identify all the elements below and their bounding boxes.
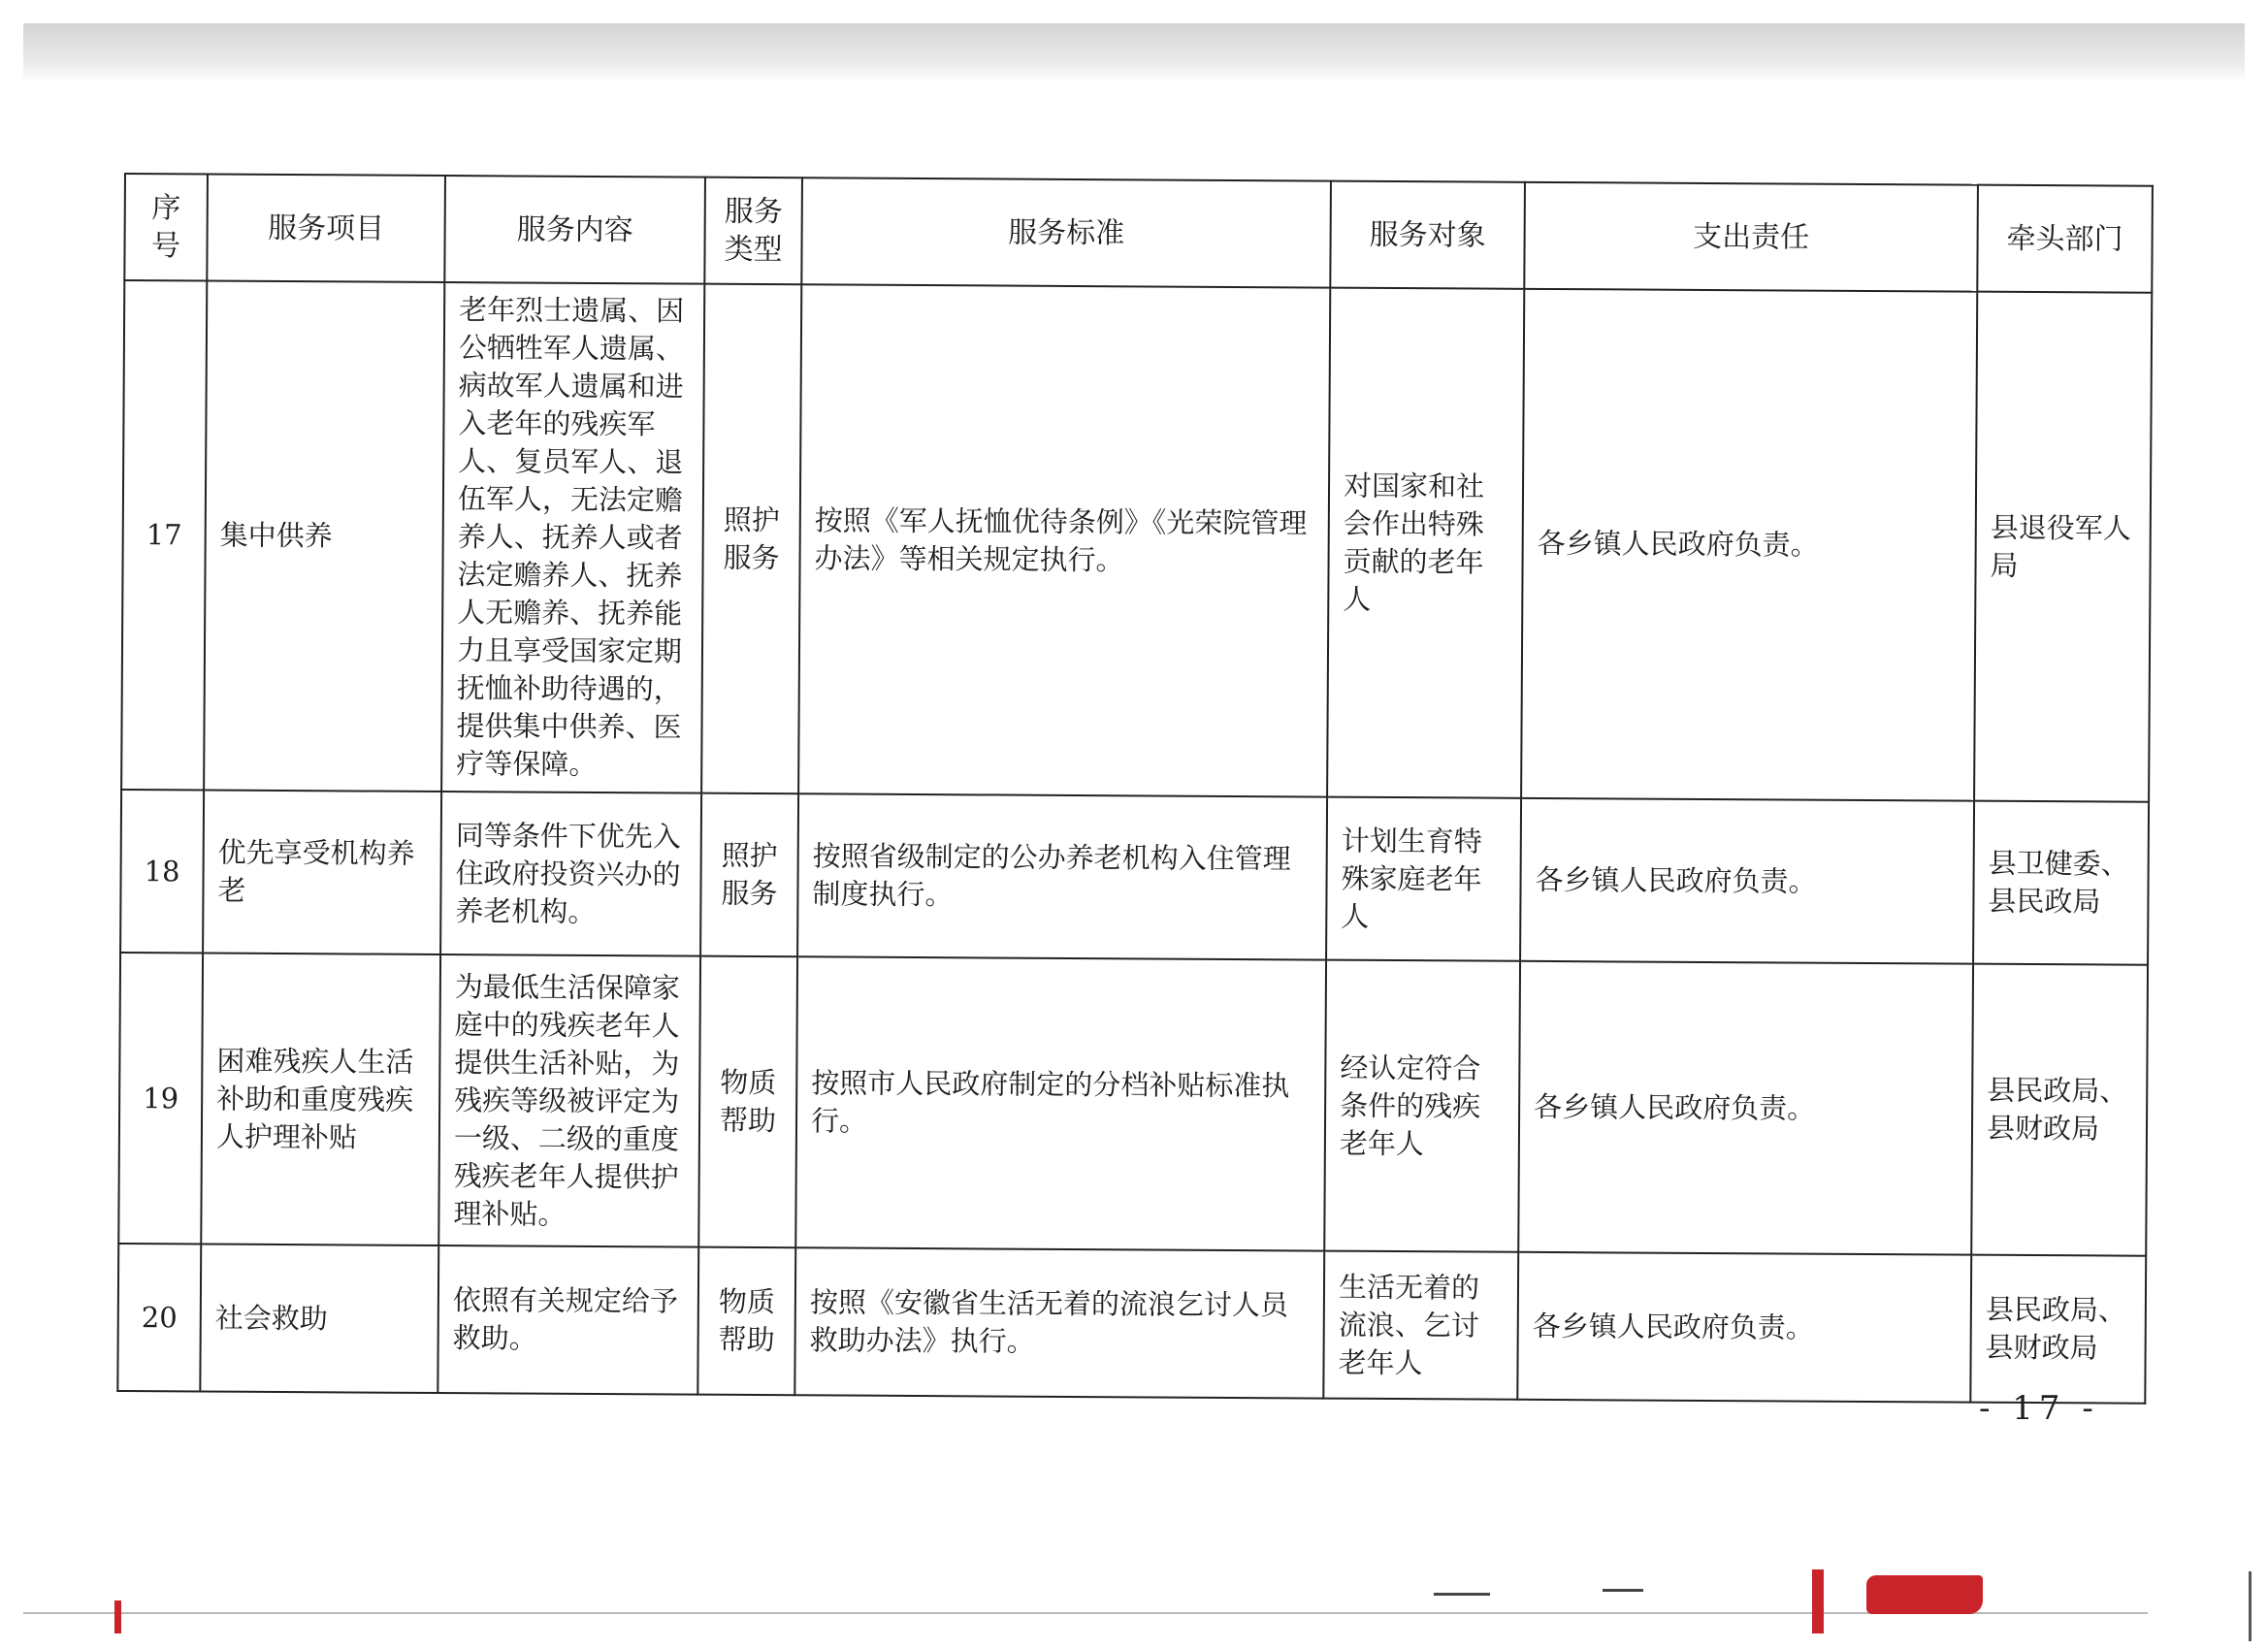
row-item: 困难残疾人生活补助和重度残疾人护理补贴: [201, 954, 440, 1245]
row-responsibility: 各乡镇人民政府负责。: [1520, 798, 1974, 964]
red-seal-fragment: [1812, 1569, 1824, 1633]
row-no: 20: [117, 1244, 201, 1392]
header-target: 服务对象: [1330, 181, 1525, 289]
row-type: 照护服务: [701, 284, 801, 794]
row-standard: 按照省级制定的公办养老机构入住管理制度执行。: [797, 793, 1327, 959]
row-standard: 按照《军人抚恤优待条例》《光荣院管理办法》等相关规定执行。: [798, 284, 1330, 796]
row-responsibility: 各乡镇人民政府负责。: [1517, 1252, 1971, 1403]
row-type: 物质帮助: [697, 1247, 795, 1396]
row-type: 物质帮助: [698, 956, 797, 1248]
red-seal-fragment: [114, 1600, 121, 1633]
table-row: [120, 790, 2149, 965]
row-department: 县民政局、县财政局: [1970, 1255, 2146, 1404]
row-responsibility: 各乡镇人民政府负责。: [1521, 289, 1977, 801]
row-target: 经认定符合条件的残疾老年人: [1324, 960, 1520, 1252]
red-seal-fragment: [1866, 1575, 1983, 1614]
row-type: 照护服务: [700, 793, 798, 957]
row-content: 同等条件下优先入住政府投资兴办的养老机构。: [440, 792, 701, 956]
header-standard: 服务标准: [801, 178, 1331, 287]
header-department: 牵头部门: [1977, 185, 2153, 293]
service-table: [116, 173, 2154, 1405]
header-no: 序号: [124, 174, 208, 281]
table-header-row: [124, 174, 2153, 293]
scan-edge-bottom: [23, 1612, 2148, 1614]
row-content: 为最低生活保障家庭中的残疾老年人提供生活补贴，为残疾等级被评定为一级、二级的重度残疾老年人提供护理补贴。: [438, 954, 700, 1247]
row-content: 依照有关规定给予救助。: [437, 1245, 698, 1395]
row-no: 18: [120, 790, 204, 954]
header-item: 服务项目: [207, 175, 445, 282]
row-item: 集中供养: [204, 281, 444, 792]
row-target: 计划生育特殊家庭老年人: [1326, 797, 1521, 961]
table-row: [121, 280, 2152, 802]
row-department: 县卫健委、县民政局: [1973, 801, 2149, 965]
row-standard: 按照《安徽省生活无着的流浪乞讨人员救助办法》执行。: [794, 1247, 1324, 1398]
bleed-through-mark: [1603, 1589, 1643, 1592]
row-responsibility: 各乡镇人民政府负责。: [1518, 961, 1973, 1255]
page-number: - 17 -: [1979, 1389, 2099, 1428]
header-content: 服务内容: [444, 176, 705, 284]
row-standard: 按照市人民政府制定的分档补贴标准执行。: [795, 956, 1326, 1250]
row-item: 优先享受机构养老: [203, 791, 441, 954]
table-row: [117, 1244, 2146, 1404]
bleed-through-mark: [1434, 1593, 1490, 1596]
scan-edge-right: [2249, 1571, 2252, 1641]
header-type: 服务类型: [704, 178, 802, 285]
row-department: 县民政局、县财政局: [1971, 964, 2148, 1256]
row-department: 县退役军人局: [1974, 292, 2152, 802]
header-responsibility: 支出责任: [1524, 182, 1978, 292]
row-content: 老年烈士遗属、因公牺牲军人遗属、病故军人遗属和进入老年的残疾军人、复员军人、退伍军人，无法定赡养人、抚养人或者法定赡养人、抚养人无赡养、抚养能力且享受国家定期抚恤补助待遇的，提供集中供养、医疗等保障。: [441, 282, 704, 793]
row-item: 社会救助: [200, 1245, 438, 1393]
row-target: 对国家和社会作出特殊贡献的老年人: [1327, 288, 1524, 798]
table-row: [118, 953, 2148, 1256]
scan-shadow-top: [23, 23, 2245, 81]
row-no: 17: [121, 280, 207, 791]
row-no: 19: [118, 953, 203, 1245]
row-target: 生活无着的流浪、乞讨老年人: [1323, 1251, 1518, 1400]
